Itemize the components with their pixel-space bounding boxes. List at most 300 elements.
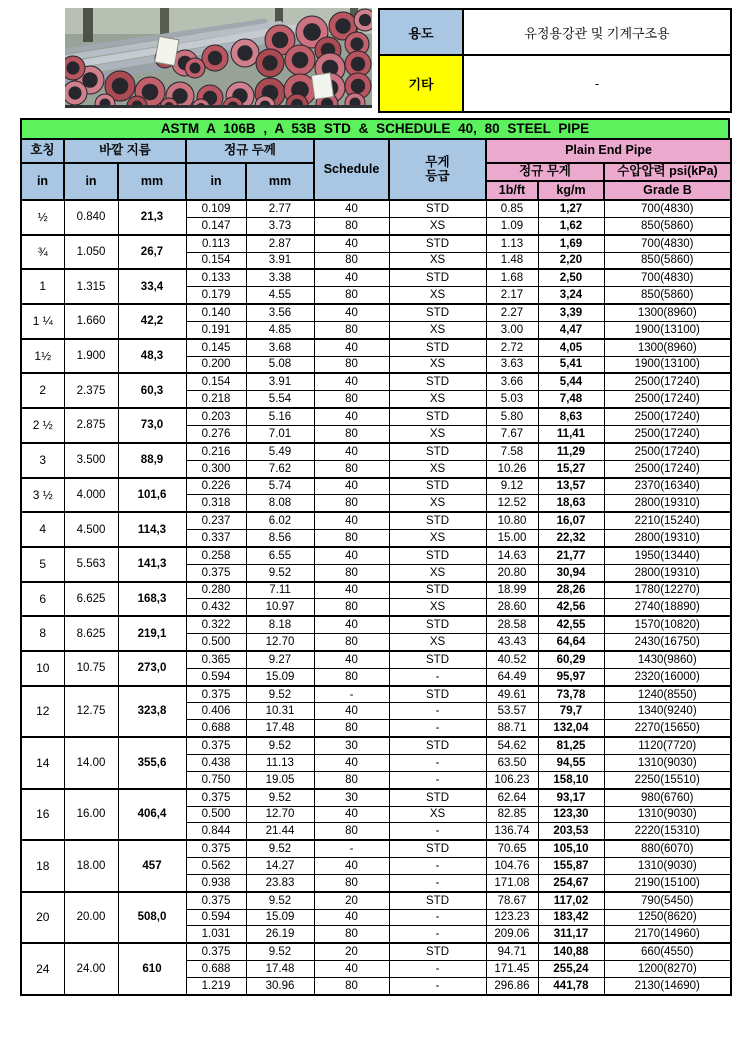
- thickness-mm: 21.44: [246, 823, 314, 840]
- pipe-row: [21, 789, 731, 806]
- pressure-psi: 1240(8550): [604, 686, 731, 703]
- thickness-mm: 9.52: [246, 737, 314, 754]
- thickness-mm: 30.96: [246, 977, 314, 994]
- thickness-mm: 23.83: [246, 874, 314, 891]
- weight-kgm: 81,25: [538, 737, 604, 754]
- thickness-mm: 5.54: [246, 391, 314, 408]
- schedule-value: 80: [314, 287, 389, 304]
- thickness-in: 0.688: [186, 961, 246, 978]
- weight-class-value: STD: [389, 443, 486, 460]
- pipe-size: 12: [21, 686, 64, 738]
- weight-lbft: 171.08: [486, 874, 538, 891]
- weight-lbft: 1.48: [486, 252, 538, 269]
- weight-class-value: XS: [389, 634, 486, 651]
- schedule-value: 30: [314, 789, 389, 806]
- pipe-row: [21, 408, 731, 425]
- od-mm: 168,3: [118, 582, 186, 617]
- usage-value: 유정용강관 및 기계구조용: [463, 9, 731, 55]
- od-in: 16.00: [64, 789, 118, 841]
- weight-class-value: XS: [389, 599, 486, 616]
- weight-class-value: STD: [389, 478, 486, 495]
- weight-kgm: 311,17: [538, 926, 604, 943]
- pipe-size: 16: [21, 789, 64, 841]
- weight-lbft: 2.27: [486, 304, 538, 321]
- thickness-mm: 2.77: [246, 200, 314, 217]
- thickness-in: 0.562: [186, 858, 246, 875]
- thickness-mm: 3.91: [246, 373, 314, 390]
- schedule-value: 80: [314, 720, 389, 737]
- pressure-psi: 2370(16340): [604, 478, 731, 495]
- schedule-value: 40: [314, 547, 389, 564]
- pressure-psi: 1570(10820): [604, 616, 731, 633]
- thickness-in: 0.154: [186, 252, 246, 269]
- thickness-in: 0.938: [186, 874, 246, 891]
- weight-class-value: XS: [389, 564, 486, 581]
- weight-kgm: 22,32: [538, 530, 604, 547]
- pipe-table-body: [21, 200, 731, 995]
- weight-lbft: 28.60: [486, 599, 538, 616]
- schedule-value: 30: [314, 737, 389, 754]
- weight-kgm: 1,27: [538, 200, 604, 217]
- header-unit-kgm: kg/m: [538, 181, 604, 200]
- od-mm: 610: [118, 943, 186, 995]
- weight-class-value: STD: [389, 200, 486, 217]
- od-in: 18.00: [64, 840, 118, 892]
- weight-lbft: 40.52: [486, 651, 538, 668]
- thickness-mm: 8.56: [246, 530, 314, 547]
- weight-kgm: 18,63: [538, 495, 604, 512]
- pressure-psi: 2800(19310): [604, 530, 731, 547]
- od-in: 14.00: [64, 737, 118, 789]
- weight-kgm: 2,20: [538, 252, 604, 269]
- pressure-psi: 1120(7720): [604, 737, 731, 754]
- schedule-value: -: [314, 686, 389, 703]
- weight-kgm: 5,44: [538, 373, 604, 390]
- pipe-size: 1: [21, 269, 64, 304]
- pipe-row: [21, 304, 731, 321]
- schedule-value: 40: [314, 408, 389, 425]
- pipe-spec-table: [20, 138, 732, 996]
- thickness-in: 0.258: [186, 547, 246, 564]
- pressure-psi: 660(4550): [604, 943, 731, 960]
- schedule-value: -: [314, 840, 389, 857]
- weight-kgm: 11,29: [538, 443, 604, 460]
- weight-lbft: 78.67: [486, 892, 538, 909]
- weight-kgm: 93,17: [538, 789, 604, 806]
- pipe-size: 18: [21, 840, 64, 892]
- weight-class-value: STD: [389, 269, 486, 286]
- thickness-mm: 9.52: [246, 686, 314, 703]
- pipe-row: [21, 339, 731, 356]
- header-unit-mm-wall: mm: [246, 163, 314, 200]
- thickness-mm: 12.70: [246, 806, 314, 823]
- pipe-row: [21, 737, 731, 754]
- schedule-value: 80: [314, 425, 389, 442]
- od-mm: 21,3: [118, 200, 186, 235]
- od-mm: 406,4: [118, 789, 186, 841]
- pipe-size: 2: [21, 373, 64, 408]
- weight-kgm: 79,7: [538, 703, 604, 720]
- pipe-row: [21, 478, 731, 495]
- thickness-in: 0.237: [186, 512, 246, 529]
- thickness-in: 0.594: [186, 668, 246, 685]
- od-mm: 48,3: [118, 339, 186, 374]
- od-mm: 73,0: [118, 408, 186, 443]
- pipe-row: [21, 651, 731, 668]
- od-mm: 141,3: [118, 547, 186, 582]
- od-in: 1.900: [64, 339, 118, 374]
- thickness-mm: 3.56: [246, 304, 314, 321]
- pipe-row: [21, 269, 731, 286]
- table-title: ASTM A 106B , A 53B STD & SCHEDULE 40, 80 STEEL PIPE: [20, 118, 730, 138]
- od-mm: 219,1: [118, 616, 186, 651]
- od-mm: 26,7: [118, 235, 186, 270]
- thickness-in: 0.226: [186, 478, 246, 495]
- weight-class-value: -: [389, 961, 486, 978]
- pressure-psi: 2190(15100): [604, 874, 731, 891]
- weight-kgm: 441,78: [538, 977, 604, 994]
- pressure-psi: 700(4830): [604, 269, 731, 286]
- weight-class-value: XS: [389, 321, 486, 338]
- pipe-size: 4: [21, 512, 64, 547]
- weight-kgm: 21,77: [538, 547, 604, 564]
- weight-class-value: STD: [389, 943, 486, 960]
- weight-class-value: -: [389, 909, 486, 926]
- thickness-in: 0.203: [186, 408, 246, 425]
- thickness-in: 0.375: [186, 789, 246, 806]
- thickness-in: 0.300: [186, 460, 246, 477]
- od-mm: 101,6: [118, 478, 186, 513]
- od-mm: 114,3: [118, 512, 186, 547]
- weight-class-value: -: [389, 668, 486, 685]
- weight-class-value: STD: [389, 651, 486, 668]
- weight-lbft: 3.63: [486, 356, 538, 373]
- pressure-psi: 2270(15650): [604, 720, 731, 737]
- pipe-row: [21, 943, 731, 960]
- thickness-in: 0.844: [186, 823, 246, 840]
- thickness-mm: 9.52: [246, 892, 314, 909]
- header-plain-end-pipe: Plain End Pipe: [486, 139, 731, 163]
- od-mm: 42,2: [118, 304, 186, 339]
- thickness-in: 0.500: [186, 634, 246, 651]
- pressure-psi: 2800(19310): [604, 495, 731, 512]
- weight-kgm: 15,27: [538, 460, 604, 477]
- thickness-mm: 3.91: [246, 252, 314, 269]
- pressure-psi: 2740(18890): [604, 599, 731, 616]
- weight-class-value: XS: [389, 217, 486, 234]
- weight-kgm: 183,42: [538, 909, 604, 926]
- schedule-value: 40: [314, 373, 389, 390]
- weight-kgm: 203,53: [538, 823, 604, 840]
- thickness-in: 0.438: [186, 755, 246, 772]
- thickness-in: 0.147: [186, 217, 246, 234]
- weight-class-value: -: [389, 703, 486, 720]
- weight-class-value: STD: [389, 616, 486, 633]
- thickness-mm: 3.68: [246, 339, 314, 356]
- od-in: 1.660: [64, 304, 118, 339]
- schedule-value: 40: [314, 443, 389, 460]
- pressure-psi: 2320(16000): [604, 668, 731, 685]
- pressure-psi: 1310(9030): [604, 755, 731, 772]
- weight-kgm: 155,87: [538, 858, 604, 875]
- pipe-row: [21, 547, 731, 564]
- pressure-psi: 1310(9030): [604, 858, 731, 875]
- thickness-mm: 9.52: [246, 943, 314, 960]
- od-in: 20.00: [64, 892, 118, 944]
- schedule-value: 80: [314, 977, 389, 994]
- weight-class-value: STD: [389, 235, 486, 252]
- info-table: [378, 8, 732, 113]
- schedule-value: 80: [314, 668, 389, 685]
- pressure-psi: 1310(9030): [604, 806, 731, 823]
- weight-lbft: 171.45: [486, 961, 538, 978]
- pressure-psi: 2430(16750): [604, 634, 731, 651]
- weight-lbft: 5.80: [486, 408, 538, 425]
- pipe-size: 8: [21, 616, 64, 651]
- pipe-row: [21, 235, 731, 252]
- weight-lbft: 7.67: [486, 425, 538, 442]
- schedule-value: 80: [314, 321, 389, 338]
- header-unit-mm-od: mm: [118, 163, 186, 200]
- schedule-value: 80: [314, 564, 389, 581]
- weight-class-value: -: [389, 755, 486, 772]
- od-in: 0.840: [64, 200, 118, 235]
- pipe-size: 5: [21, 547, 64, 582]
- header-grade-b: Grade B: [604, 181, 731, 200]
- weight-kgm: 94,55: [538, 755, 604, 772]
- weight-class-value: XS: [389, 356, 486, 373]
- od-in: 1.050: [64, 235, 118, 270]
- weight-lbft: 54.62: [486, 737, 538, 754]
- header-outer-diameter: 바깥 지름: [64, 139, 186, 163]
- thickness-in: 0.375: [186, 943, 246, 960]
- schedule-value: 80: [314, 391, 389, 408]
- header-unit-in-od: in: [64, 163, 118, 200]
- weight-class-value: XS: [389, 287, 486, 304]
- weight-kgm: 7,48: [538, 391, 604, 408]
- header-nominal: 호칭: [21, 139, 64, 163]
- schedule-value: 80: [314, 874, 389, 891]
- thickness-in: 0.375: [186, 564, 246, 581]
- thickness-in: 0.375: [186, 737, 246, 754]
- weight-kgm: 123,30: [538, 806, 604, 823]
- weight-class-value: XS: [389, 391, 486, 408]
- header-schedule: Schedule: [314, 139, 389, 200]
- thickness-mm: 15.09: [246, 909, 314, 926]
- weight-kgm: 140,88: [538, 943, 604, 960]
- usage-label: 용도: [379, 9, 463, 55]
- od-in: 2.875: [64, 408, 118, 443]
- pressure-psi: 1430(9860): [604, 651, 731, 668]
- thickness-mm: 7.62: [246, 460, 314, 477]
- pressure-psi: 700(4830): [604, 200, 731, 217]
- weight-class-value: XS: [389, 425, 486, 442]
- weight-class-value: STD: [389, 547, 486, 564]
- info-row-usage: [379, 9, 731, 55]
- pressure-psi: 1300(8960): [604, 339, 731, 356]
- weight-lbft: 3.00: [486, 321, 538, 338]
- od-mm: 355,6: [118, 737, 186, 789]
- schedule-value: 40: [314, 339, 389, 356]
- od-in: 24.00: [64, 943, 118, 995]
- weight-class-value: STD: [389, 408, 486, 425]
- schedule-value: 80: [314, 217, 389, 234]
- schedule-value: 40: [314, 651, 389, 668]
- od-in: 5.563: [64, 547, 118, 582]
- weight-kgm: 3,24: [538, 287, 604, 304]
- weight-kgm: 3,39: [538, 304, 604, 321]
- weight-class-value: XS: [389, 460, 486, 477]
- thickness-in: 0.375: [186, 892, 246, 909]
- schedule-value: 40: [314, 582, 389, 599]
- schedule-value: 40: [314, 961, 389, 978]
- weight-kgm: 73,78: [538, 686, 604, 703]
- weight-kgm: 60,29: [538, 651, 604, 668]
- pressure-psi: 2500(17240): [604, 425, 731, 442]
- od-mm: 457: [118, 840, 186, 892]
- thickness-mm: 3.38: [246, 269, 314, 286]
- header-unit-in-nominal: in: [21, 163, 64, 200]
- thickness-mm: 17.48: [246, 961, 314, 978]
- pipe-size: 1 ¼: [21, 304, 64, 339]
- pressure-psi: 850(5860): [604, 217, 731, 234]
- pipe-row: [21, 616, 731, 633]
- thickness-in: 0.216: [186, 443, 246, 460]
- od-in: 8.625: [64, 616, 118, 651]
- weight-lbft: 62.64: [486, 789, 538, 806]
- schedule-value: 40: [314, 703, 389, 720]
- weight-kgm: 42,55: [538, 616, 604, 633]
- schedule-value: 40: [314, 616, 389, 633]
- pressure-psi: 1780(12270): [604, 582, 731, 599]
- weight-lbft: 43.43: [486, 634, 538, 651]
- pipe-size: ½: [21, 200, 64, 235]
- weight-class-value: STD: [389, 737, 486, 754]
- schedule-value: 40: [314, 200, 389, 217]
- thickness-mm: 9.52: [246, 840, 314, 857]
- thickness-in: 0.750: [186, 771, 246, 788]
- weight-kgm: 254,67: [538, 874, 604, 891]
- weight-kgm: 4,05: [538, 339, 604, 356]
- weight-kgm: 42,56: [538, 599, 604, 616]
- pipe-size: 24: [21, 943, 64, 995]
- thickness-in: 0.200: [186, 356, 246, 373]
- od-mm: 323,8: [118, 686, 186, 738]
- weight-lbft: 49.61: [486, 686, 538, 703]
- weight-lbft: 20.80: [486, 564, 538, 581]
- od-mm: 33,4: [118, 269, 186, 304]
- pipe-size: ¾: [21, 235, 64, 270]
- schedule-value: 40: [314, 269, 389, 286]
- pressure-psi: 2500(17240): [604, 443, 731, 460]
- thickness-in: 0.280: [186, 582, 246, 599]
- header-test-pressure: 수압압력 psi(kPa): [604, 163, 731, 181]
- thickness-mm: 10.97: [246, 599, 314, 616]
- thickness-in: 0.191: [186, 321, 246, 338]
- schedule-value: 40: [314, 858, 389, 875]
- weight-kgm: 1,62: [538, 217, 604, 234]
- pressure-psi: 2800(19310): [604, 564, 731, 581]
- weight-lbft: 9.12: [486, 478, 538, 495]
- pipes-photo-image: [65, 8, 372, 108]
- thickness-mm: 8.18: [246, 616, 314, 633]
- pipe-size: 10: [21, 651, 64, 686]
- weight-kgm: 30,94: [538, 564, 604, 581]
- thickness-in: 0.109: [186, 200, 246, 217]
- weight-lbft: 104.76: [486, 858, 538, 875]
- weight-class-value: -: [389, 771, 486, 788]
- schedule-value: 80: [314, 599, 389, 616]
- weight-kgm: 158,10: [538, 771, 604, 788]
- thickness-in: 0.365: [186, 651, 246, 668]
- weight-class-value: STD: [389, 339, 486, 356]
- weight-kgm: 117,02: [538, 892, 604, 909]
- weight-lbft: 5.03: [486, 391, 538, 408]
- pipe-table-header: [21, 139, 731, 200]
- thickness-in: 0.688: [186, 720, 246, 737]
- schedule-value: 80: [314, 634, 389, 651]
- thickness-in: 1.219: [186, 977, 246, 994]
- weight-kgm: 255,24: [538, 961, 604, 978]
- pressure-psi: 1250(8620): [604, 909, 731, 926]
- thickness-in: 0.375: [186, 686, 246, 703]
- pressure-psi: 790(5450): [604, 892, 731, 909]
- weight-class-value: -: [389, 926, 486, 943]
- etc-value: -: [463, 55, 731, 112]
- schedule-value: 40: [314, 512, 389, 529]
- thickness-mm: 6.55: [246, 547, 314, 564]
- weight-kgm: 8,63: [538, 408, 604, 425]
- weight-lbft: 2.17: [486, 287, 538, 304]
- pipe-row: [21, 892, 731, 909]
- od-in: 4.500: [64, 512, 118, 547]
- thickness-in: 0.337: [186, 530, 246, 547]
- thickness-mm: 7.01: [246, 425, 314, 442]
- pressure-psi: 2250(15510): [604, 771, 731, 788]
- weight-lbft: 0.85: [486, 200, 538, 217]
- weight-class-value: -: [389, 874, 486, 891]
- weight-lbft: 64.49: [486, 668, 538, 685]
- thickness-mm: 7.11: [246, 582, 314, 599]
- thickness-mm: 5.16: [246, 408, 314, 425]
- schedule-value: 20: [314, 892, 389, 909]
- weight-lbft: 70.65: [486, 840, 538, 857]
- od-in: 3.500: [64, 443, 118, 478]
- pressure-psi: 700(4830): [604, 235, 731, 252]
- weight-class-value: -: [389, 977, 486, 994]
- thickness-in: 0.145: [186, 339, 246, 356]
- schedule-value: 40: [314, 909, 389, 926]
- weight-lbft: 7.58: [486, 443, 538, 460]
- weight-kgm: 105,10: [538, 840, 604, 857]
- thickness-in: 0.500: [186, 806, 246, 823]
- header-nominal-weight: 정규 무게: [486, 163, 604, 181]
- weight-kgm: 95,97: [538, 668, 604, 685]
- od-in: 10.75: [64, 651, 118, 686]
- schedule-value: 20: [314, 943, 389, 960]
- weight-kgm: 5,41: [538, 356, 604, 373]
- pressure-psi: 850(5860): [604, 252, 731, 269]
- weight-kgm: 28,26: [538, 582, 604, 599]
- weight-kgm: 4,47: [538, 321, 604, 338]
- thickness-mm: 5.49: [246, 443, 314, 460]
- schedule-value: 80: [314, 460, 389, 477]
- thickness-mm: 9.52: [246, 789, 314, 806]
- thickness-mm: 15.09: [246, 668, 314, 685]
- thickness-mm: 2.87: [246, 235, 314, 252]
- schedule-value: 40: [314, 478, 389, 495]
- schedule-value: 40: [314, 304, 389, 321]
